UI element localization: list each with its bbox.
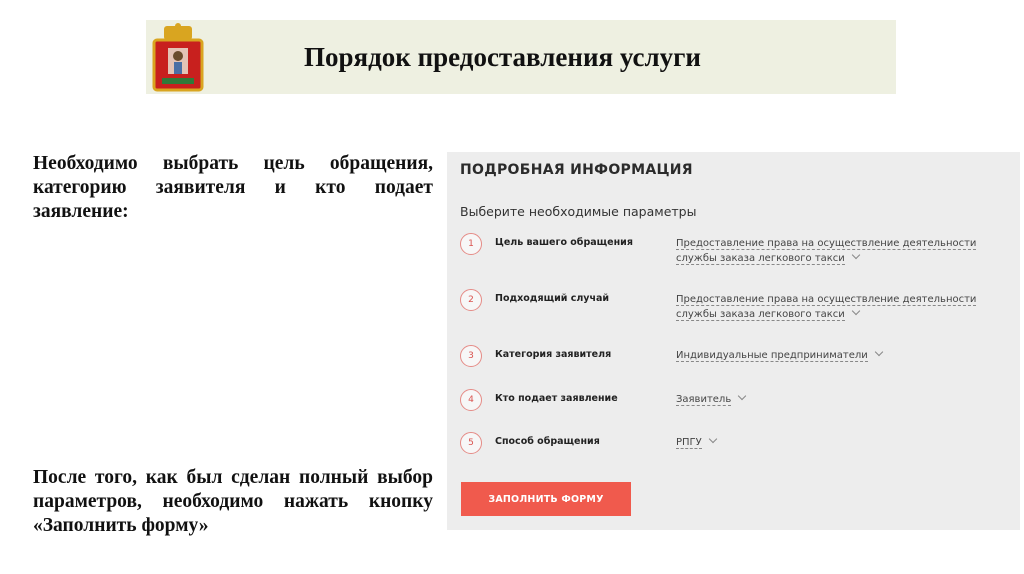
step-purpose [447, 233, 1020, 263]
select-value[interactable]: Заявитель [676, 394, 732, 405]
step-number: 3 [460, 345, 482, 367]
chevron-down-icon[interactable] [852, 307, 860, 315]
select-value[interactable]: Предоставление права на осуществление деятельности службы заказа легкового такси [676, 294, 977, 320]
step-case [447, 289, 1020, 319]
step-number: 2 [460, 289, 482, 311]
fill-form-button[interactable]: ЗАПОЛНИТЬ ФОРМУ [461, 482, 631, 516]
details-panel [447, 152, 1020, 530]
purpose-select[interactable] [676, 236, 1016, 266]
slide-title: Порядок предоставления услуги [304, 42, 701, 72]
step-method [447, 432, 1020, 462]
step-label: Цель вашего обращения [495, 237, 633, 248]
submitter-select[interactable] [676, 392, 1016, 407]
chevron-down-icon[interactable] [738, 392, 746, 400]
chevron-down-icon[interactable] [852, 251, 860, 259]
case-select[interactable] [676, 292, 1016, 322]
chevron-down-icon[interactable] [709, 435, 717, 443]
step-number: 1 [460, 233, 482, 255]
step-number: 5 [460, 432, 482, 454]
select-value[interactable]: РПГУ [676, 437, 702, 448]
instruction-text-top: Необходимо выбрать цель обращения, категорию заявителя и кто подает заявление: [33, 153, 433, 222]
applicant-category-select[interactable] [676, 348, 1016, 363]
panel-title: ПОДРОБНАЯ ИНФОРМАЦИЯ [460, 162, 693, 178]
select-value[interactable]: Предоставление права на осуществление деятельности службы заказа легкового такси [676, 238, 977, 264]
select-value[interactable]: Индивидуальные предприниматели [676, 350, 868, 361]
chevron-down-icon[interactable] [875, 348, 883, 356]
step-submitter [447, 389, 1020, 419]
step-label: Способ обращения [495, 436, 600, 447]
instruction-text-bottom: После того, как был сделан полный выбор параметров, необходимо нажать кнопку «Заполнить форму» [33, 467, 433, 536]
step-label: Категория заявителя [495, 349, 612, 360]
step-number: 4 [460, 389, 482, 411]
slide-header [146, 20, 896, 94]
panel-subtitle: Выберите необходимые параметры [460, 204, 697, 219]
step-label: Кто подает заявление [495, 393, 618, 404]
step-label: Подходящий случай [495, 293, 610, 304]
method-select[interactable] [676, 435, 1016, 450]
moscow-oblast-coat-of-arms-icon [148, 20, 208, 92]
step-applicant-category [447, 345, 1020, 375]
